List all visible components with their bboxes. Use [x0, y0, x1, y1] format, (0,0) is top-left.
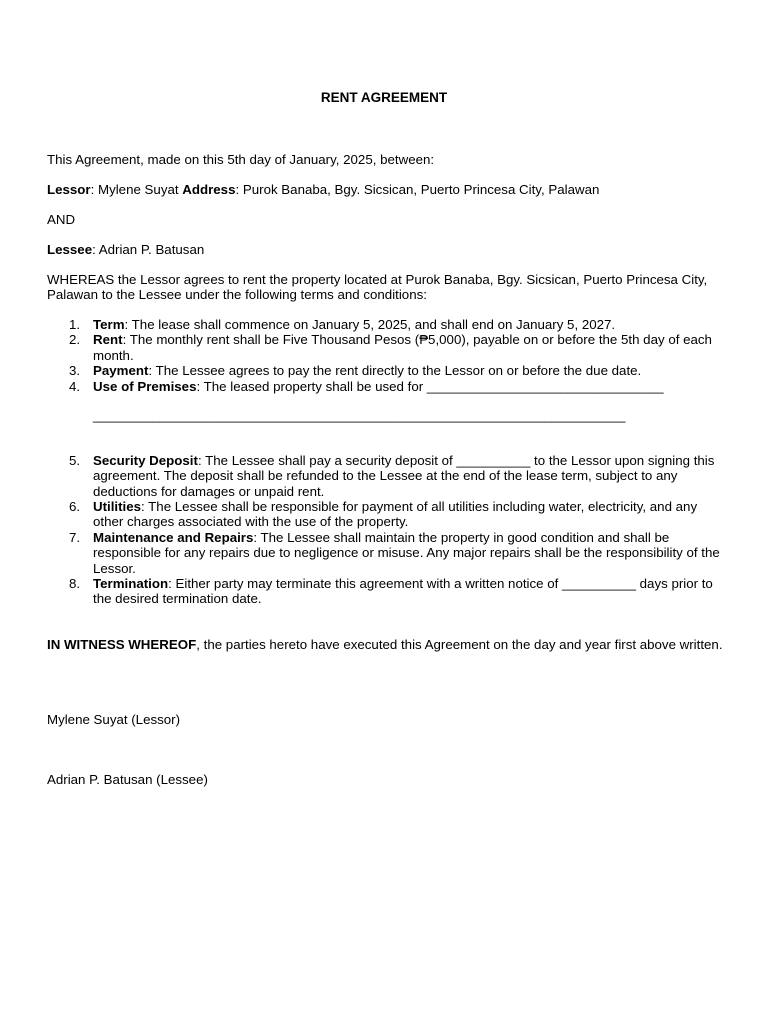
and-line: AND [47, 212, 76, 227]
term-item [47, 317, 727, 332]
lessor-line [47, 182, 727, 197]
term-item [47, 499, 727, 530]
use-of-premises-blank-line: ________________________________________________________________________ [93, 408, 626, 424]
lessor-name: : Mylene Suyat [90, 182, 183, 197]
whereas-paragraph: WHEREAS the Lessor agrees to rent the property located at Purok Banaba, Bgy. Sicsican, Puerto Princesa City, Palawan to the Lessee under the following terms and conditions: [47, 272, 708, 303]
term-label: Utilities [93, 499, 142, 515]
lessor-signature-line: Mylene Suyat (Lessor) [47, 712, 181, 727]
term-text: : The Lessee agrees to pay the rent directly to the Lessor on or before the due date. [148, 363, 642, 379]
term-text: : The leased property shall be used for ________________________________ [196, 378, 664, 394]
term-number: 1. [69, 317, 81, 332]
term-label: Payment [93, 363, 149, 379]
term-text: : The Lessee shall be responsible for payment of all utilities including water, electricity, and any other charges associated with the use of the property. [93, 499, 698, 530]
blank-gap [93, 423, 727, 438]
term-text: : The lease shall commence on January 5, 2025, and shall end on January 5, 2027. [124, 317, 616, 332]
term-number: 2. [69, 332, 81, 348]
term-number: 7. [69, 529, 81, 545]
term-number: 6. [69, 499, 81, 515]
term-item [47, 379, 727, 453]
lessee-signature-line: Adrian P. Batusan (Lessee) [47, 772, 208, 787]
witness-text: , the parties hereto have executed this Agreement on the day and year first above written. [196, 637, 723, 652]
witness-paragraph [47, 637, 727, 652]
term-label: Term [93, 317, 125, 332]
term-item [47, 332, 727, 363]
term-item [47, 576, 727, 607]
term-number: 8. [69, 576, 81, 592]
document-title: RENT AGREEMENT [320, 90, 448, 105]
lessee-line [47, 242, 727, 257]
term-text: : Either party may terminate this agreement with a written notice of __________ days prior to the desired termination date. [93, 576, 713, 607]
term-item [47, 363, 727, 378]
term-label: Rent [93, 332, 123, 348]
term-text: : The Lessee shall pay a security deposit of __________ to the Lessor upon signing this agreement. The deposit shall be refunded to the Lessee at the end of the lease term, subject to any deductions for damages or unpaid rent. [93, 452, 715, 499]
intro-paragraph: This Agreement, made on this 5th day of January, 2025, between: [47, 152, 435, 167]
blank-gap [93, 439, 727, 453]
term-label: Maintenance and Repairs [93, 529, 254, 545]
term-text: : The Lessee shall maintain the property in good condition and shall be responsible for any repairs due to negligence or misuse. Any major repairs shall be the responsibility of the Lessor. [93, 529, 720, 576]
term-label: Use of Premises [93, 378, 197, 394]
address-label: Address [182, 182, 236, 197]
lessor-label: Lessor [47, 182, 91, 197]
term-label: Security Deposit [93, 452, 198, 468]
term-label: Termination [93, 576, 169, 592]
term-number: 4. [69, 378, 81, 394]
lessor-address: : Purok Banaba, Bgy. Sicsican, Puerto Princesa City, Palawan [235, 182, 600, 197]
term-number: 5. [69, 452, 81, 468]
term-item [47, 530, 727, 576]
lessee-label: Lessee [47, 242, 93, 257]
term-text: : The monthly rent shall be Five Thousand Pesos (₱5,000), payable on or before the 5th day of each month. [93, 332, 712, 363]
term-item [47, 453, 727, 499]
blank-gap [93, 394, 727, 408]
terms-list [47, 317, 727, 607]
witness-label: IN WITNESS WHEREOF [47, 637, 197, 652]
lessee-name: : Adrian P. Batusan [92, 242, 205, 257]
term-number: 3. [69, 363, 81, 379]
